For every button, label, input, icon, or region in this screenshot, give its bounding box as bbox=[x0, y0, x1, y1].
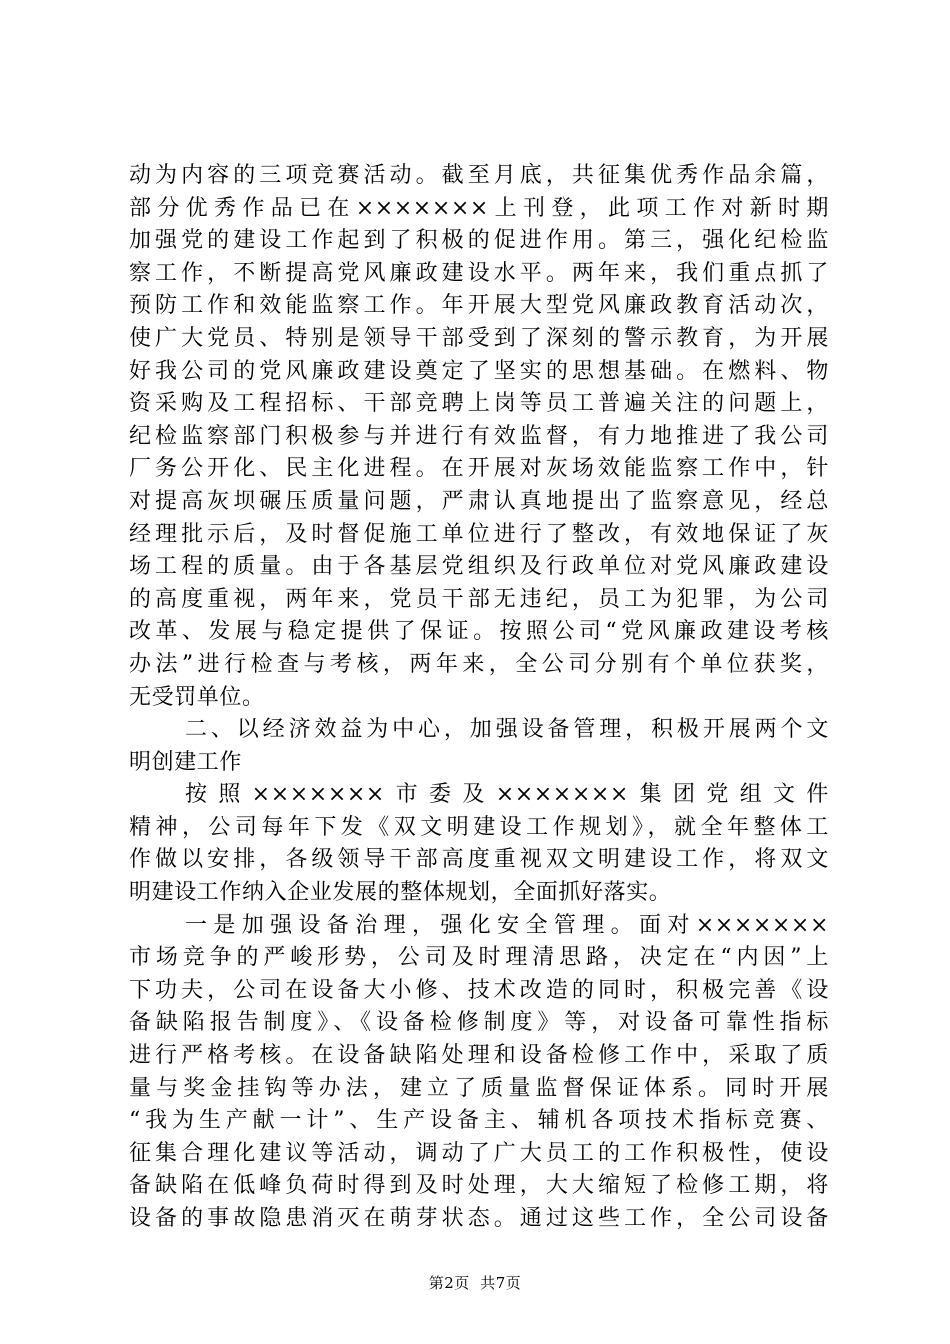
text-line: 对提高灰坝碾压质量问题，严肃认真地提出了监察意见，经总 bbox=[129, 488, 829, 514]
text-line: 资采购及工程招标、干部竞聘上岗等员工普遍关注的问题上， bbox=[129, 391, 829, 417]
text-line: 厂务公开化、民主化进程。在开展对灰场效能监察工作中，针 bbox=[129, 456, 829, 482]
text-line: 征集合理化建议等活动，调动了广大员工的工作积极性，使设 bbox=[129, 1140, 829, 1166]
text-line: 一是加强设备治理，强化安全管理。面对××××××× bbox=[185, 912, 829, 938]
text-line: 改革、发展与稳定提供了保证。按照公司“党风廉政建设考核 bbox=[129, 619, 829, 645]
section-heading-line: 明创建工作 bbox=[129, 749, 243, 775]
text-line: 场工程的质量。由于各基层党组织及行政单位对党风廉政建设 bbox=[129, 554, 829, 580]
text-line: 下功夫，公司在设备大小修、技术改造的同时，积极完善《设 bbox=[129, 977, 829, 1003]
text-line: 量与奖金挂钩等办法，建立了质量监督保证体系。同时开展 bbox=[129, 1075, 829, 1101]
page-number-footer: 第2页 共7页 bbox=[428, 1274, 522, 1292]
text-line: 察工作，不断提高党风廉政建设水平。两年来，我们重点抓了 bbox=[129, 260, 829, 286]
text-line: 预防工作和效能监察工作。年开展大型党风廉政教育活动次， bbox=[129, 293, 829, 319]
text-line: 的高度重视，两年来，党员干部无违纪，员工为犯罪，为公司 bbox=[129, 586, 829, 612]
text-line: 好我公司的党风廉政建设奠定了坚实的思想基础。在燃料、物 bbox=[129, 358, 829, 384]
text-line: 按照×××××××市委及×××××××集团党组文件 bbox=[185, 782, 829, 808]
text-line: 设备的事故隐患消灭在萌芽状态。通过这些工作，全公司设备 bbox=[129, 1206, 829, 1231]
text-line: 作做以安排，各级领导干部高度重视双文明建设工作，将双文 bbox=[129, 847, 829, 873]
text-line: 经理批示后，及时督促施工单位进行了整改，有效地保证了灰 bbox=[129, 521, 829, 547]
document-body bbox=[129, 160, 829, 1236]
text-line: 使广大党员、特别是领导干部受到了深刻的警示教育，为开展 bbox=[129, 325, 829, 351]
section-heading-line: 二、以经济效益为中心，加强设备管理，积极开展两个文 bbox=[185, 717, 829, 743]
text-line: 办法”进行检查与考核，两年来，全公司分别有个单位获奖， bbox=[129, 651, 829, 677]
text-line: 备缺陷在低峰负荷时得到及时处理，大大缩短了检修工期，将 bbox=[129, 1173, 829, 1199]
text-line: 备缺陷报告制度》、《设备检修制度》等，对设备可靠性指标 bbox=[129, 1010, 829, 1036]
text-line: 动为内容的三项竞赛活动。截至月底，共征集优秀作品余篇， bbox=[129, 163, 829, 188]
text-line: 无受罚单位。 bbox=[129, 684, 265, 710]
text-line: 市场竞争的严峻形势，公司及时理清思路，决定在“内因”上 bbox=[129, 945, 829, 971]
text-line: 部分优秀作品已在×××××××上刊登，此项工作对新时期 bbox=[129, 195, 829, 221]
text-line: 明建设工作纳入企业发展的整体规划，全面抓好落实。 bbox=[129, 880, 672, 906]
text-line: 加强党的建设工作起到了积极的促进作用。第三，强化纪检监 bbox=[129, 228, 829, 254]
text-line: “我为生产献一计”、生产设备主、辅机各项技术指标竞赛、 bbox=[129, 1108, 829, 1134]
text-line: 纪检监察部门积极参与并进行有效监督，有力地推进了我公司 bbox=[129, 423, 829, 449]
text-line: 进行严格考核。在设备缺陷处理和设备检修工作中，采取了质 bbox=[129, 1043, 829, 1069]
text-line: 精神，公司每年下发《双文明建设工作规划》，就全年整体工 bbox=[129, 814, 829, 840]
